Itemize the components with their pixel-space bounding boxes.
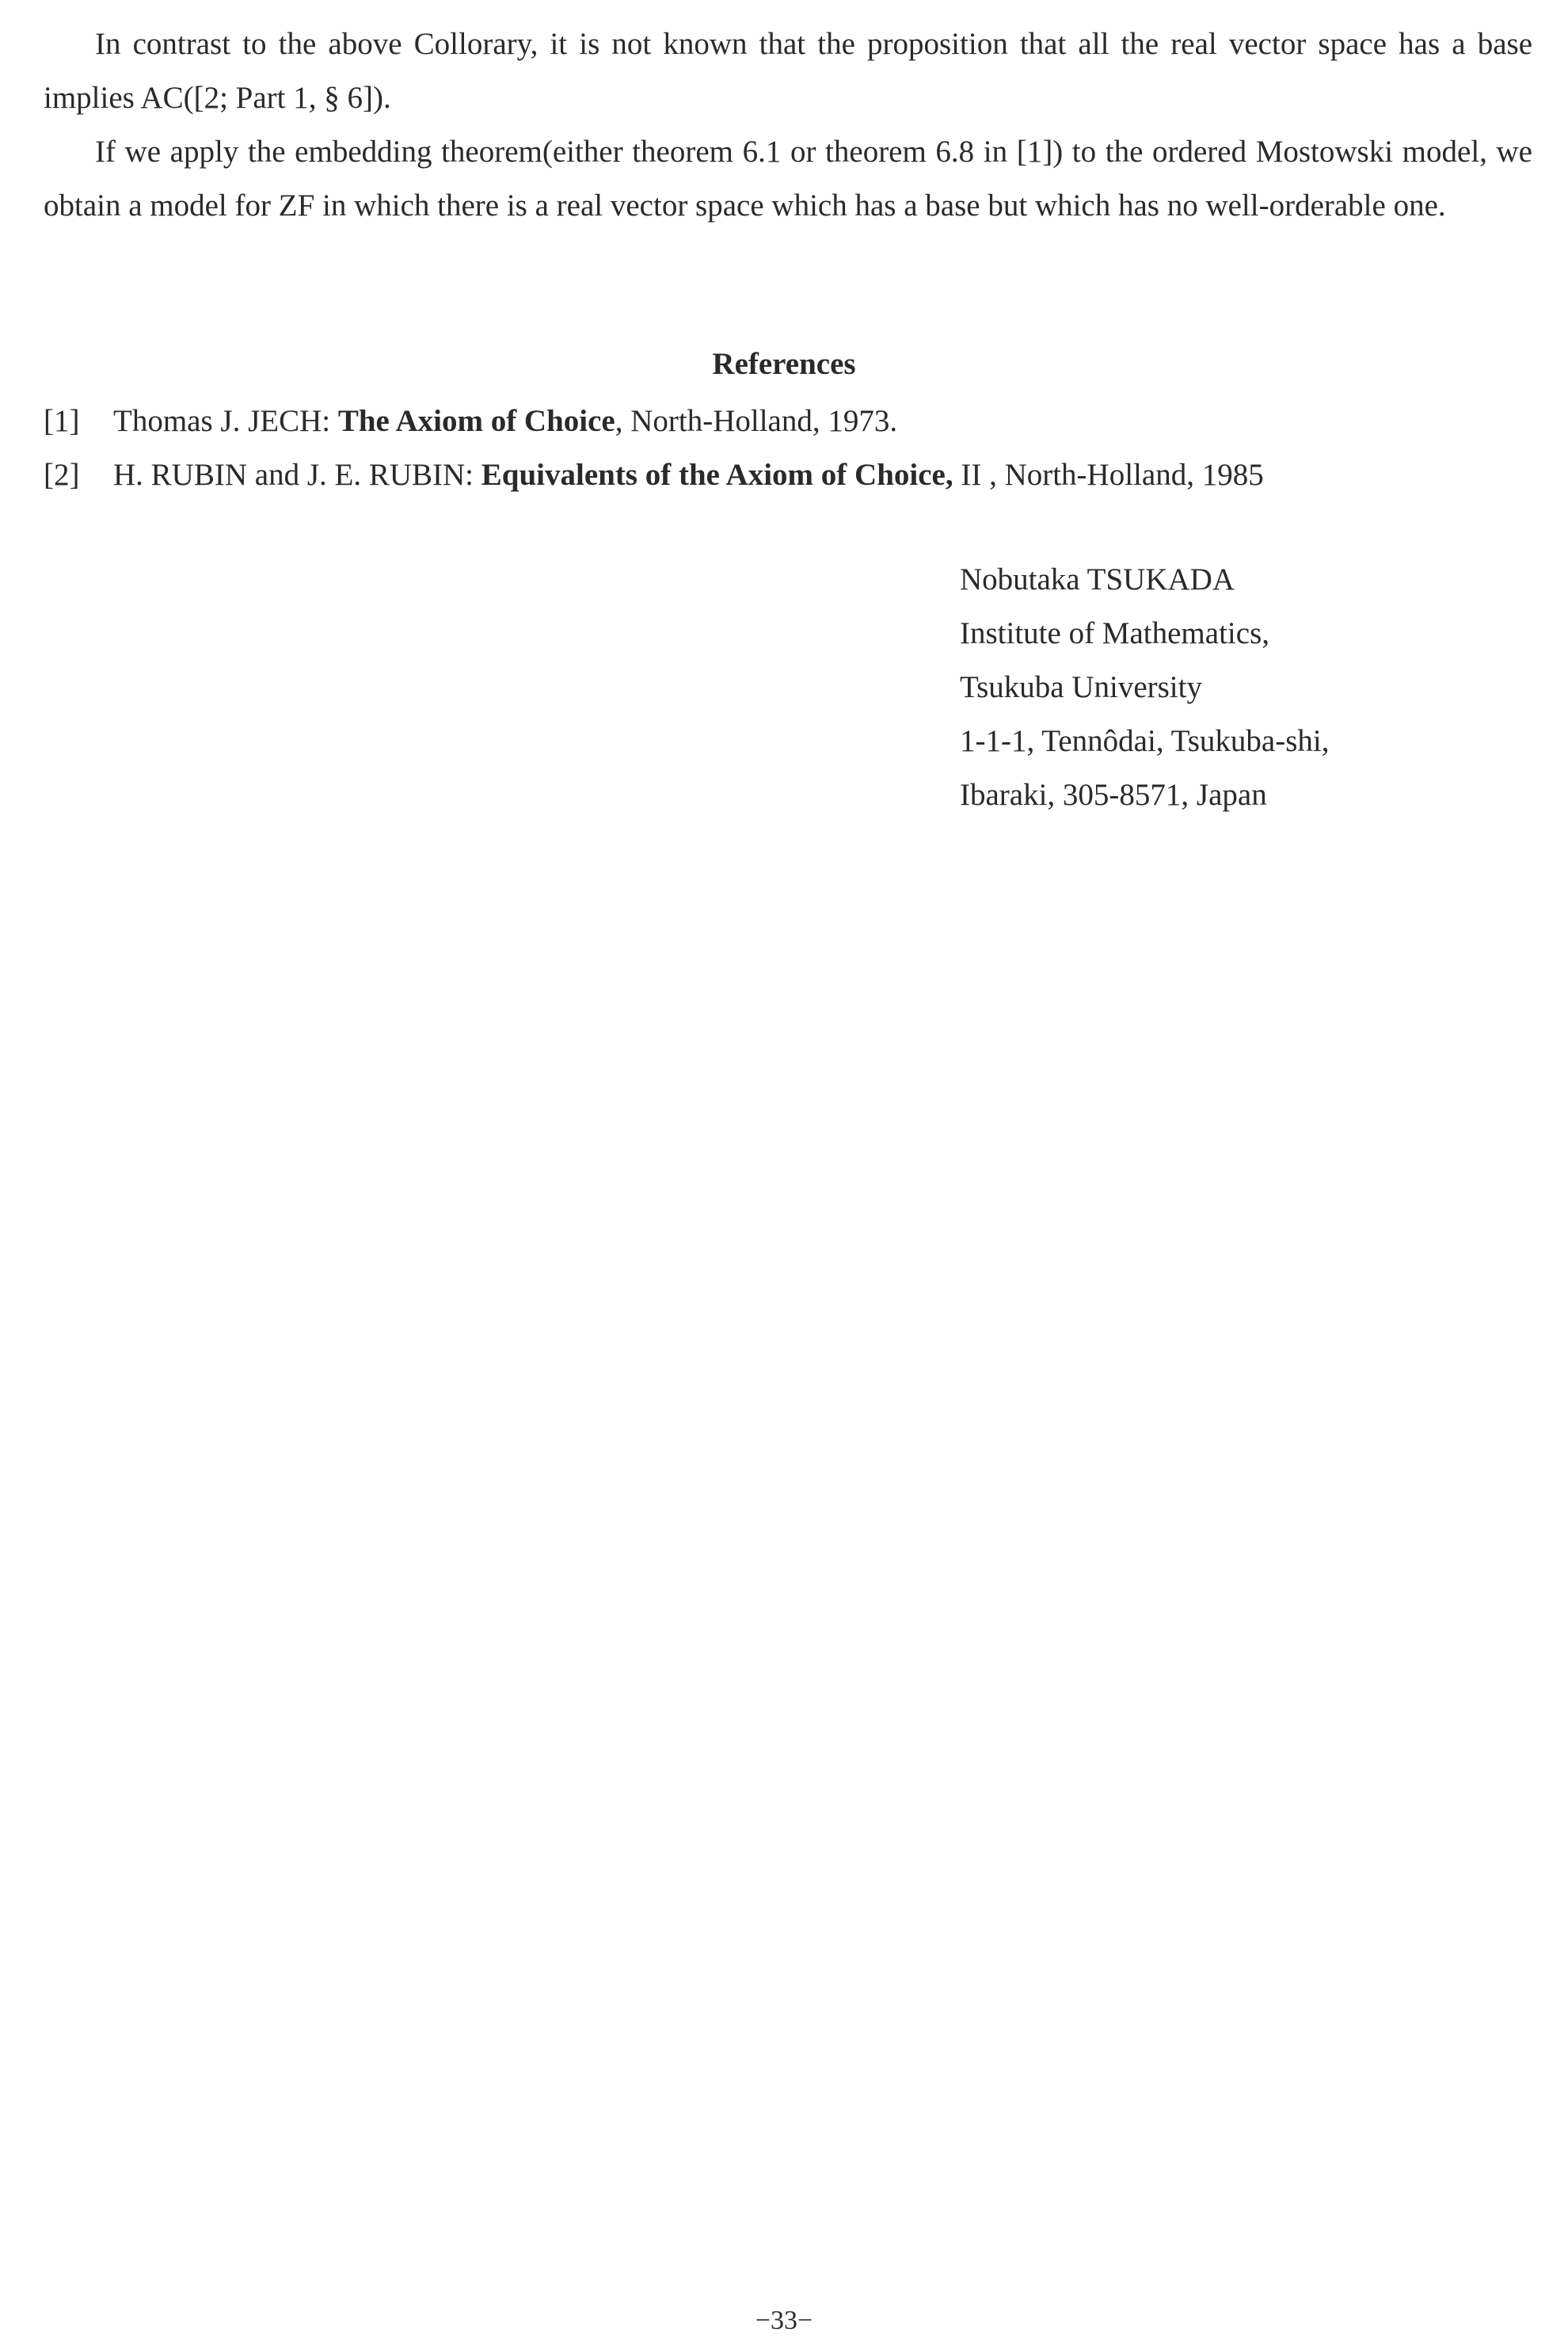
reference-item-2 [44,448,1532,502]
page-number: −33− [755,2306,813,2335]
street-line: 1-1-1, Tennôdai, Tsukuba-shi, [960,724,1330,758]
institute-line: Institute of Mathematics, [960,616,1269,650]
author-address [960,553,1329,822]
reference-title: The Axiom of Choice [337,404,615,438]
paragraph-text: In contrast to the above Collorary, it is not known that the proposition that all the real vector space has a base implies AC([2; Part 1, § 6]). [44,27,1532,115]
reference-list [44,394,1532,502]
postal-line: Ibaraki, 305-8571, Japan [960,778,1267,812]
reference-publisher: , North-Holland, 1973. [615,404,898,438]
reference-number: [2] [44,458,80,492]
paragraph-embedding [44,125,1532,233]
reference-title: Equivalents of the Axiom of Choice, [481,458,961,492]
reference-publisher: II , North-Holland, 1985 [961,458,1264,492]
reference-number: [1] [44,404,80,438]
university-line: Tsukuba University [960,670,1202,704]
paragraph-text: If we apply the embedding theorem(either theorem 6.1 or theorem 6.8 in [1]) to the ordered Mostowski model, we obtain a model for ZF in which there is a real vector space which has a base but which has no well-orderable one. [44,135,1532,223]
author-name: Nobutaka TSUKADA [960,562,1235,596]
reference-item-1 [44,394,1532,448]
references-heading: References [712,347,856,381]
paragraph-collorary [44,17,1532,125]
reference-authors: H. RUBIN and J. E. RUBIN: [113,458,481,492]
reference-authors: Thomas J. JECH: [113,404,338,438]
